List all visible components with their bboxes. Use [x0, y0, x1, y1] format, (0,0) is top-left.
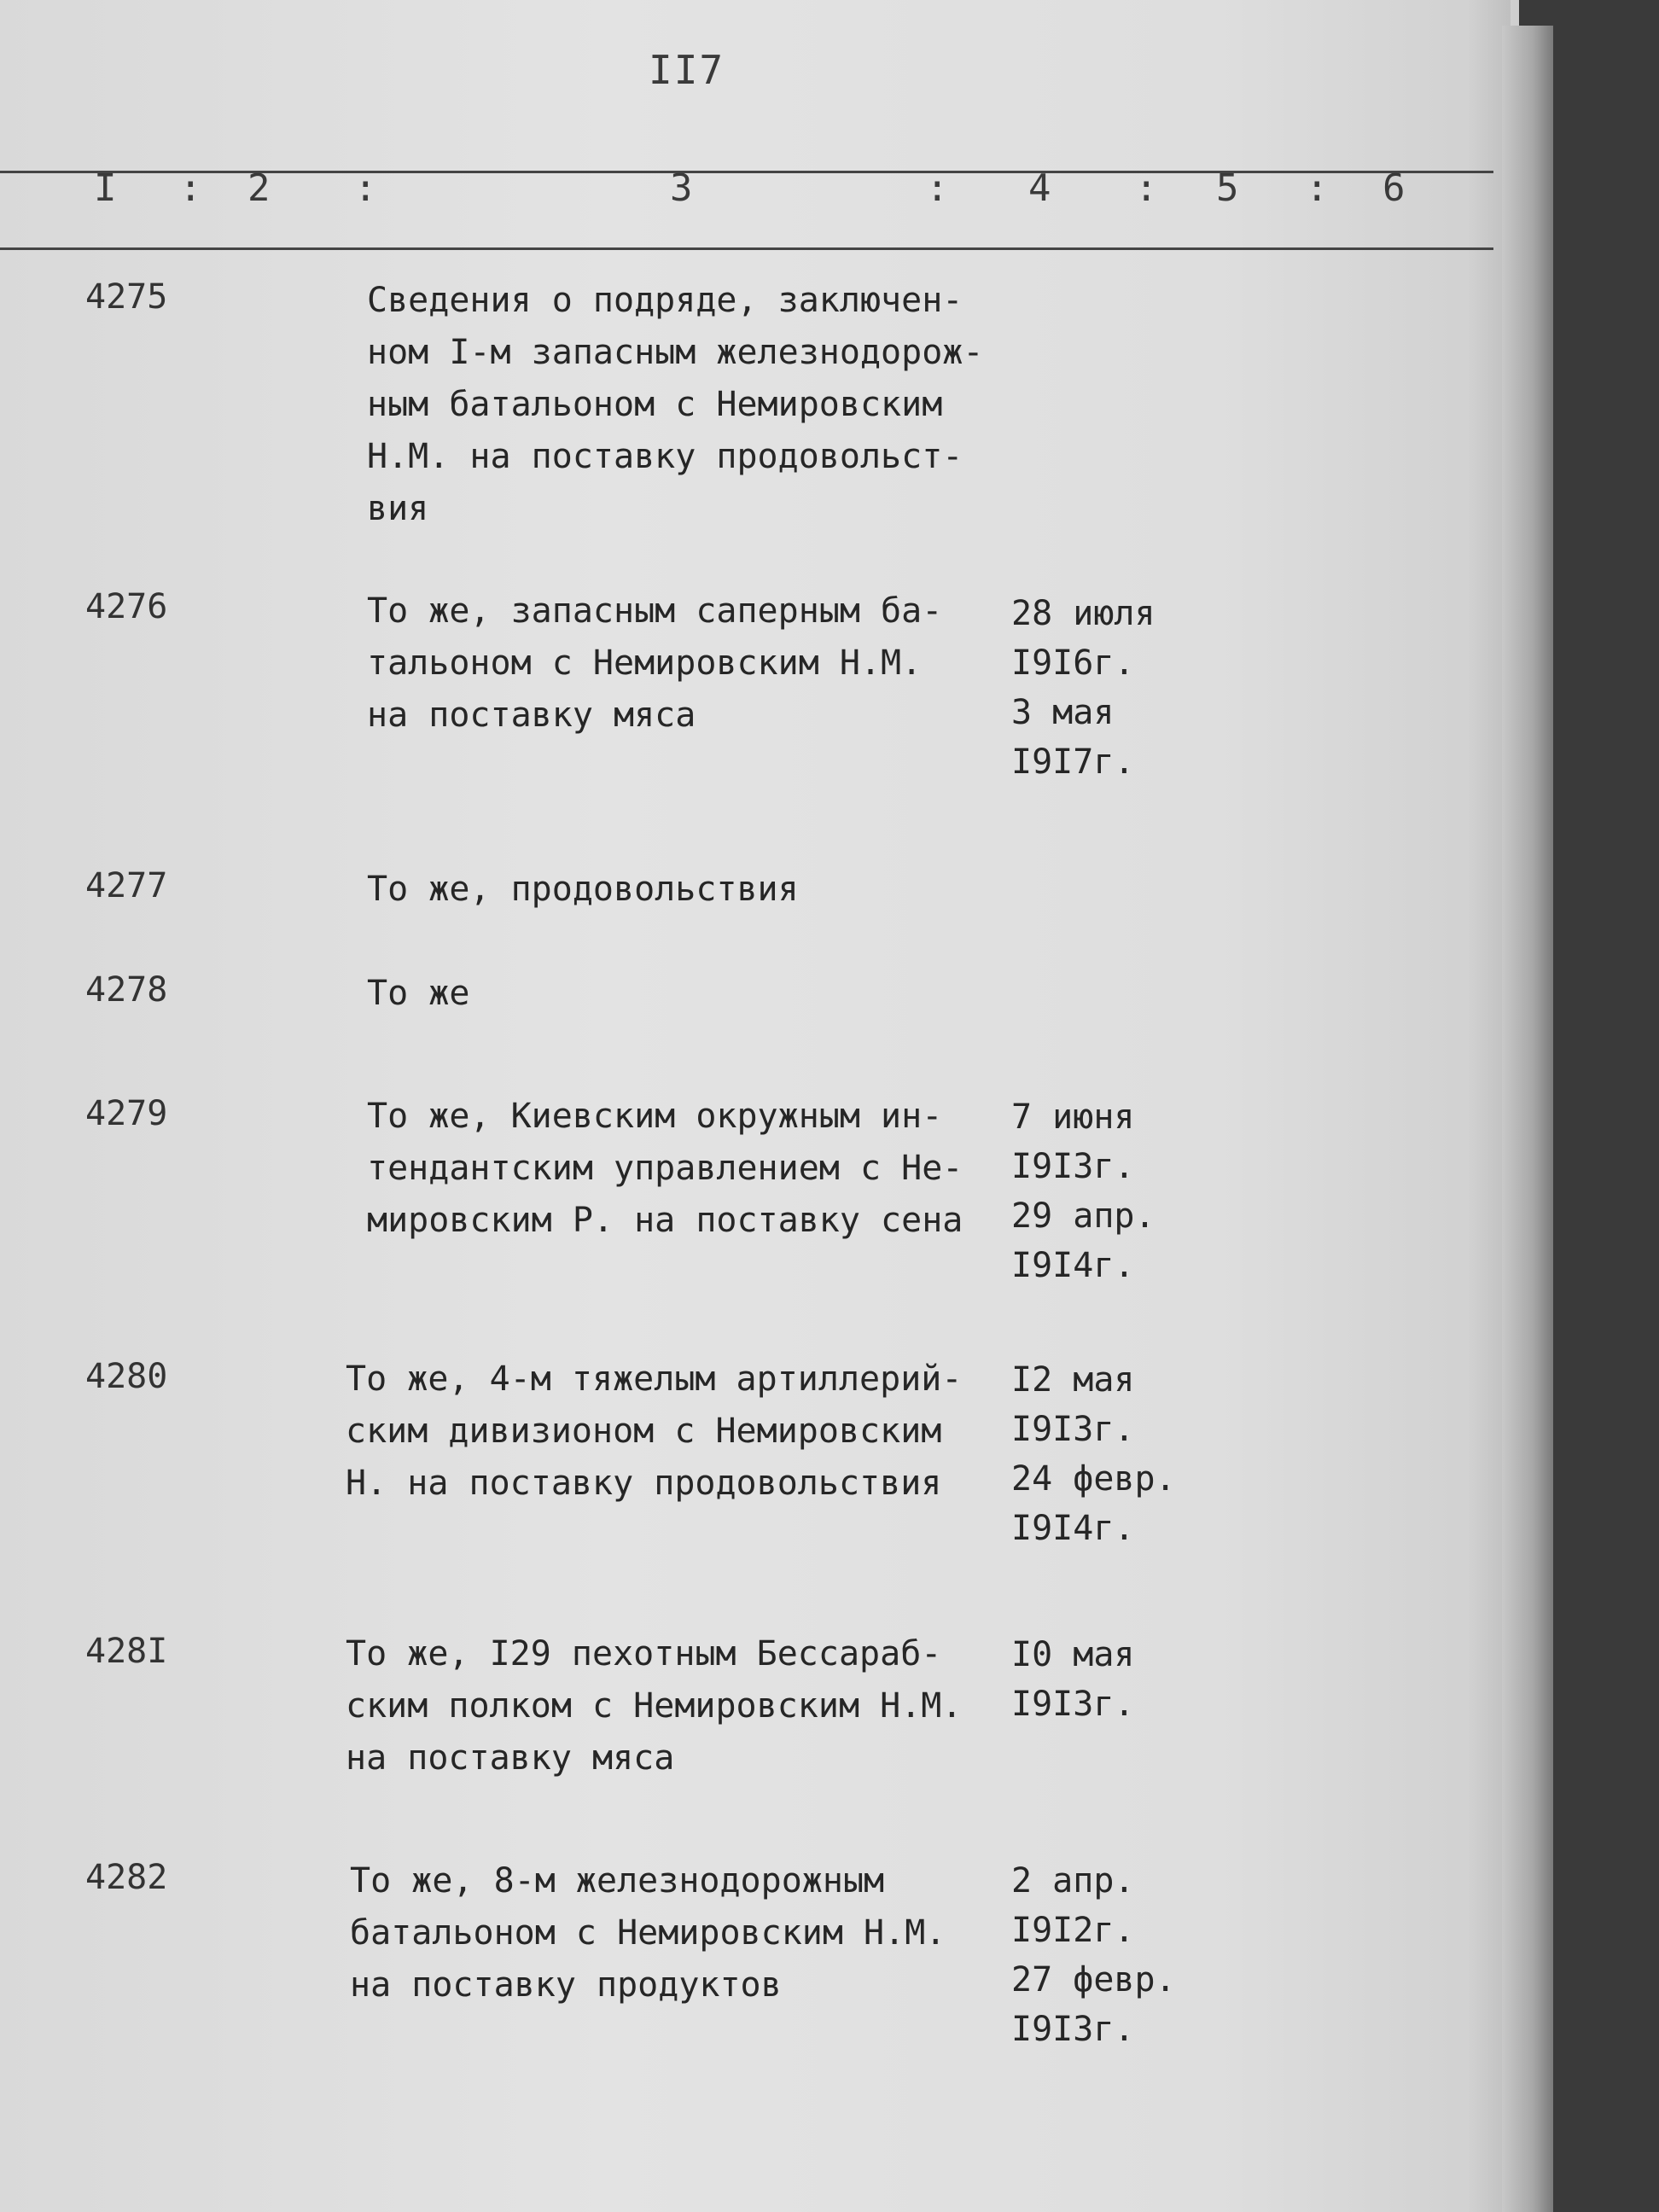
column-header-4: 4: [1028, 166, 1051, 210]
entry-description: То же: [367, 974, 470, 1013]
column-header-5: 5: [1216, 166, 1239, 210]
entry-dates: 2 апр. I9I2г. 27 февр. I9I3г.: [1011, 1861, 1176, 2049]
header-rule-top: [0, 171, 1493, 173]
column-header-1: I: [94, 166, 117, 210]
entry-description: То же, 4-м тяжелым артиллерий- ским дивизионом с Немировским Н. на поставку продовольствия: [346, 1359, 963, 1503]
entry-description: То же, Киевским окружным ин- тендантским управлением с Не- мировским Р. на поставку сена: [367, 1097, 963, 1240]
entry-number: 4277: [85, 866, 168, 905]
column-separator: :: [354, 166, 377, 210]
entry-description: То же, 8-м железнодорожным батальоном с Немировским Н.М. на поставку продуктов: [350, 1861, 946, 2005]
column-separator: :: [1135, 166, 1158, 210]
entry-description: То же, I29 пехотным Бессараб- ским полком с Немировским Н.М. на поставку мяса: [346, 1634, 963, 1778]
entry-number: 4280: [85, 1357, 168, 1396]
entry-number: 4276: [85, 587, 168, 626]
entry-description: Сведения о подряде, заключен- ном I-м запасным железнодорож- ным батальоном с Немировским Н.М. на поставку продовольст- вия: [367, 281, 984, 528]
entry-dates: I0 мая I9I3г.: [1011, 1635, 1135, 1724]
entry-number: 428I: [85, 1632, 168, 1671]
entry-dates: I2 мая I9I3г. 24 февр. I9I4г.: [1011, 1360, 1176, 1548]
column-header-3: 3: [670, 166, 693, 210]
entry-number: 4278: [85, 970, 168, 1010]
entry-number: 4279: [85, 1094, 168, 1133]
entry-number: 4275: [85, 277, 168, 317]
page-number: II7: [649, 47, 725, 93]
column-header-6: 6: [1382, 166, 1406, 210]
column-separator: :: [1306, 166, 1329, 210]
header-rule-bottom: [0, 247, 1493, 250]
entry-description: То же, продовольствия: [367, 870, 799, 909]
column-header-2: 2: [247, 166, 271, 210]
entry-dates: 28 июля I9I6г. 3 мая I9I7г.: [1011, 594, 1155, 782]
entry-dates: 7 июня I9I3г. 29 апр. I9I4г.: [1011, 1097, 1155, 1285]
column-separator: :: [179, 166, 202, 210]
column-separator: :: [926, 166, 949, 210]
entry-description: То же, запасным саперным ба- тальоном с Немировским Н.М. на поставку мяса: [367, 591, 943, 735]
page-stack-edge: [1502, 26, 1553, 2212]
entry-number: 4282: [85, 1858, 168, 1897]
